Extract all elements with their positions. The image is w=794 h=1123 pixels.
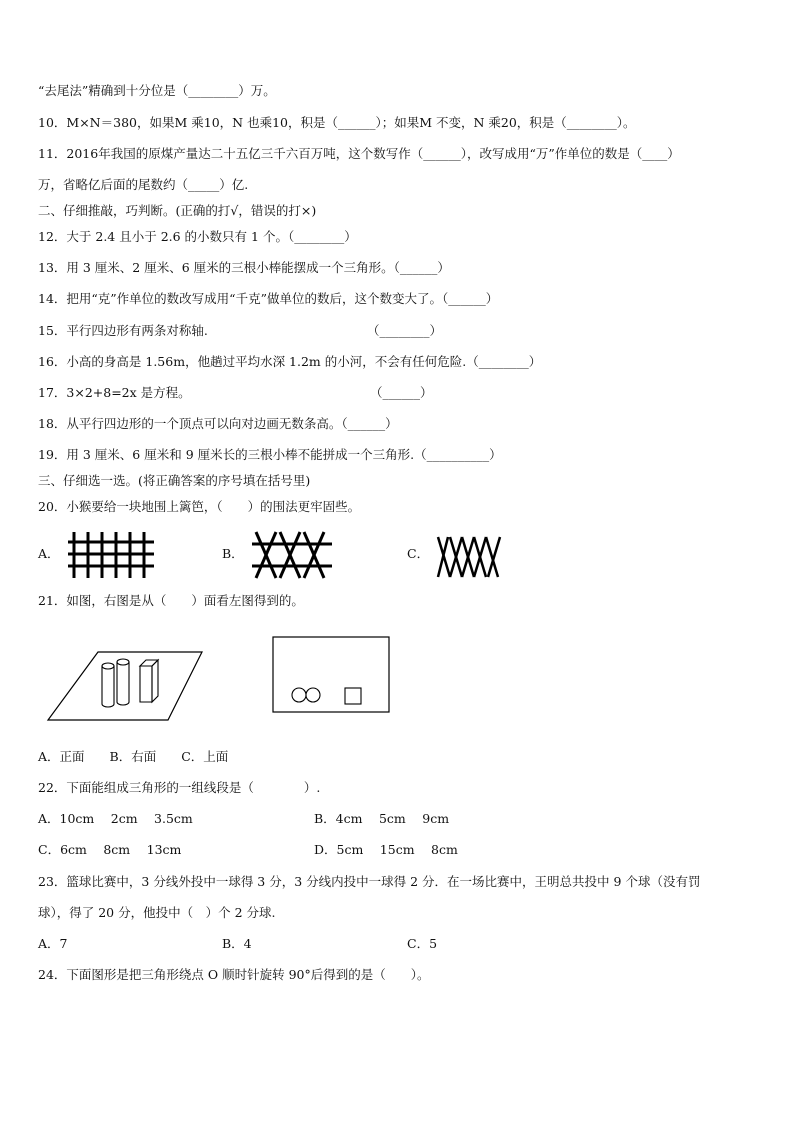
question-17-blank: （______）	[370, 385, 433, 400]
question-21: 21．如图，右图是从（ ）面看左图得到的。	[38, 593, 304, 608]
fence-diagonal-cross-figure	[250, 528, 336, 582]
parallelogram-objects-figure	[46, 640, 206, 724]
q22-option-b: B．4cm 5cm 9cm	[314, 811, 450, 826]
question-17: 17．3×2+8=2x 是方程。	[38, 385, 191, 400]
section-2-title: 二、仔细推敲，巧判断。(正确的打√，错误的打×)	[38, 203, 317, 218]
question-19: 19．用 3 厘米、6 厘米和 9 厘米长的三根小棒不能拼成一个三角形.（__________）	[38, 447, 502, 462]
fence-zigzag-figure	[434, 535, 504, 579]
question-20: 20．小猴要给一块地围上篱笆，（ ）的围法更牢固些。	[38, 499, 361, 514]
section-3-title: 三、仔细选一选。(将正确答案的序号填在括号里)	[38, 473, 311, 488]
q23-option-c: C．5	[407, 936, 438, 951]
q22-option-a: A．10cm 2cm 3.5cm	[38, 811, 193, 826]
question-23-cont: 球），得了 20 分，他投中（ ）个 2 分球.	[38, 905, 276, 920]
question-16: 16．小高的身高是 1.56m，他趟过平均水深 1.2m 的小河，不会有任何危险.（________）	[38, 354, 542, 369]
question-14: 14．把用“克”作单位的数改写成用“千克”做单位的数后，这个数变大了。（______）	[38, 291, 499, 306]
question-10: 10．M×N＝380，如果M 乘10，N 也乘10，积是（______）；如果M 不变，N 乘20，积是（________）。	[38, 115, 636, 130]
question-11-cont: 万，省略亿后面的尾数约（_____）亿.	[38, 177, 249, 192]
q20-option-a: A．	[38, 546, 60, 561]
question-13: 13．用 3 厘米、2 厘米、6 厘米的三根小棒能摆成一个三角形。（______）	[38, 260, 450, 275]
q22-option-c: C．6cm 8cm 13cm	[38, 842, 182, 857]
top-view-figure	[272, 636, 392, 714]
question-22: 22．下面能组成三角形的一组线段是（ ）.	[38, 780, 321, 795]
q20-option-c: C．	[407, 546, 430, 561]
question-11: 11．2016年我国的原煤产量达二十五亿三千六百万吨，这个数写作（______），改写成用“万”作单位的数是（____）	[38, 146, 680, 161]
question-15: 15．平行四边形有两条对称轴.	[38, 323, 208, 338]
question-23: 23．篮球比赛中，3 分线外投中一球得 3 分，3 分线内投中一球得 2 分．在一场比赛中，王明总共投中 9 个球（没有罚	[38, 874, 701, 889]
q21-options: A．正面 B．右面 C．上面	[38, 749, 229, 764]
question-24: 24．下面图形是把三角形绕点 O 顺时针旋转 90°后得到的是（ ）。	[38, 967, 430, 982]
q23-option-a: A．7	[38, 936, 68, 951]
line-0: “去尾法”精确到十分位是（________）万。	[38, 83, 276, 98]
q23-option-b: B．4	[222, 936, 252, 951]
fence-grid-figure	[64, 530, 158, 580]
q22-option-d: D．5cm 15cm 8cm	[314, 842, 458, 857]
question-18: 18．从平行四边形的一个顶点可以向对边画无数条高。（______）	[38, 416, 398, 431]
question-15-blank: （________）	[367, 323, 443, 338]
q20-option-b: B．	[222, 546, 244, 561]
question-12: 12．大于 2.4 且小于 2.6 的小数只有 1 个。（________）	[38, 229, 357, 244]
